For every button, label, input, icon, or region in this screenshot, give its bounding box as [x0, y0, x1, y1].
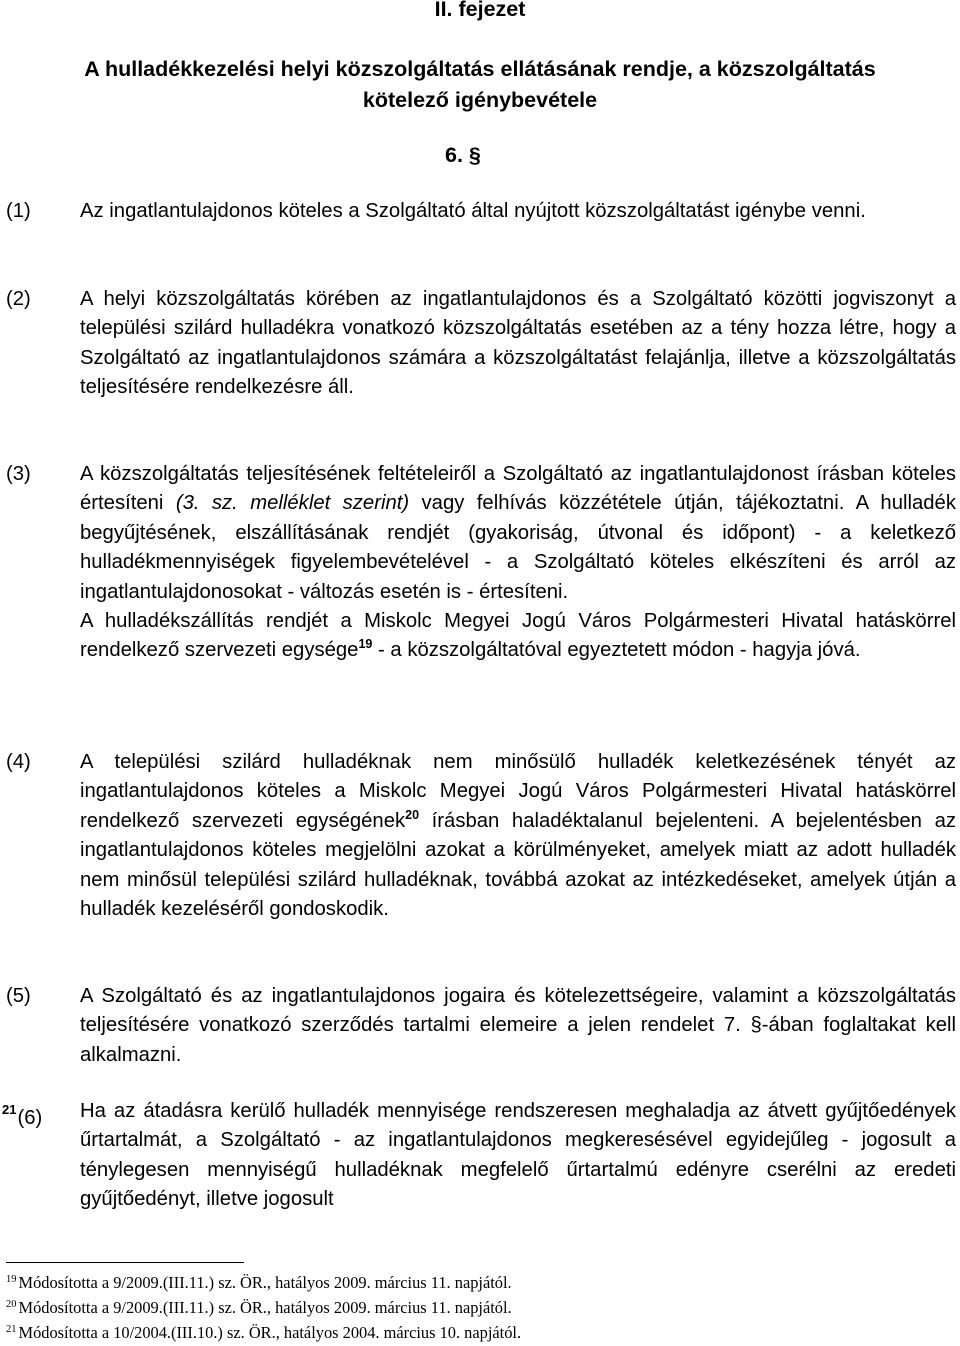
footnote-ref[interactable]: 20	[405, 808, 420, 823]
paragraph-number: (4)	[6, 751, 31, 773]
paragraph-text: Az ingatlantulajdonos köteles a Szolgáltató által nyújtott közszolgáltatást igénybe venni.	[80, 200, 866, 222]
footnotes	[6, 1270, 946, 1346]
chapter-heading: II. fejezet	[434, 0, 526, 21]
paragraph-number: (1)	[6, 200, 31, 222]
paragraph-number: $^{21}$(6)	[2, 1102, 43, 1129]
paragraph-number: (2)	[6, 288, 31, 310]
chapter-title-line-2: kötelező igénybevétele	[362, 88, 598, 112]
footnote-separator	[6, 1262, 244, 1263]
section-heading: 6. §	[445, 143, 481, 167]
chapter-title	[0, 54, 960, 116]
paragraph-text	[80, 460, 956, 666]
footnote-ref[interactable]: 19	[358, 637, 373, 652]
paragraph-text-part-2: A hulladékszállítás rendjét a Miskolc Megyei Jogú Város Polgármesteri Hivatal hatáskörrel rendelkező szervezeti egysége$^{19}$ - a közszolgáltatóval egyeztetett módon - hagyja jóvá.	[80, 610, 956, 662]
paragraph-text: A helyi közszolgáltatás körében az ingatlantulajdonos és a Szolgáltató közötti jogviszonyt a települési szilárd hulladékra vonatkozó közszolgáltatás esetében az a tény hozza létre, hogy a Szolgáltató az ingatlantulajdonos számára a közszolgáltatást felajánlja, illetve a közszolgáltatás teljesítésére rendelkezésre áll.	[80, 288, 956, 399]
annex-reference: (3. sz. melléklet szerint)	[175, 492, 410, 515]
footnote-19: $^{19}$ Módosította a 9/2009.(III.11.) sz. ÖR., hatályos 2009. március 11. napjától.	[6, 1273, 512, 1292]
footnote-21: $^{21}$ Módosította a 10/2004.(III.10.) sz. ÖR., hatályos 2004. március 10. napjától.	[6, 1323, 522, 1343]
paragraph-text: A Szolgáltató és az ingatlantulajdonos jogaira és kötelezettségeire, valamint a közszolgáltatás teljesítésére vonatkozó szerződés tartalmi elemeire a jelen rendelet 7. §-ában foglaltakat kell alkalmazni.	[80, 985, 956, 1066]
footnote-ref[interactable]: 21	[2, 1102, 17, 1117]
paragraph-number: (5)	[6, 985, 31, 1007]
footnote-20: $^{20}$ Módosította a 9/2009.(III.11.) sz. ÖR., hatályos 2009. március 11. napjától.	[6, 1298, 512, 1318]
paragraph-text: A települési szilárd hulladéknak nem minősülő hulladék keletkezésének tényét az ingatlantulajdonos köteles a Miskolc Megyei Jogú Város Polgármesteri Hivatal hatáskörrel rendelkező szervezeti egységének$^{20}$ írásban haladéktalanul bejelenteni. A bejelentésben az ingatlantulajdonos köteles megjelölni azokat a körülményeket, amelyek miatt az adott hulladék nem minősül települési szilárd hulladéknak, továbbá azokat az intézkedéseket, amelyek útján a hulladék kezeléséről gondoskodik.	[80, 751, 956, 921]
paragraph-text: Ha az átadásra kerülő hulladék mennyisége rendszeresen meghaladja az átvett gyűjtőedények űrtartalmát, a Szolgáltató - az ingatlantulajdonos megkeresésével egyidejűleg - jogosult a ténylegesen mennyiségű hulladéknak megfelelő űrtartalmú edényre cserélni az eredeti gyűjtőedényt, illetve jogosult	[80, 1100, 956, 1211]
paragraph-number: (3)	[6, 463, 31, 485]
paragraph-text-part-1: A közszolgáltatás teljesítésének feltételeiről a Szolgáltató az ingatlantulajdonost írásban köteles értesíteni (3. sz. melléklet szerint) vagy felhívás közzététele útján, tájékoztatni. A hulladék begyűjtésének, elszállításának rendjét (gyakoriság, útvonal és időpont) - a keletkező hulladékmennyiségek figyelembevételével - a Szolgáltató köteles elkészíteni és arról az ingatlantulajdonosokat - változás esetén is - értesíteni.	[80, 463, 956, 603]
chapter-title-line-1: A hulladékkezelési helyi közszolgáltatás ellátásának rendje, a közszolgáltatás	[84, 57, 876, 81]
